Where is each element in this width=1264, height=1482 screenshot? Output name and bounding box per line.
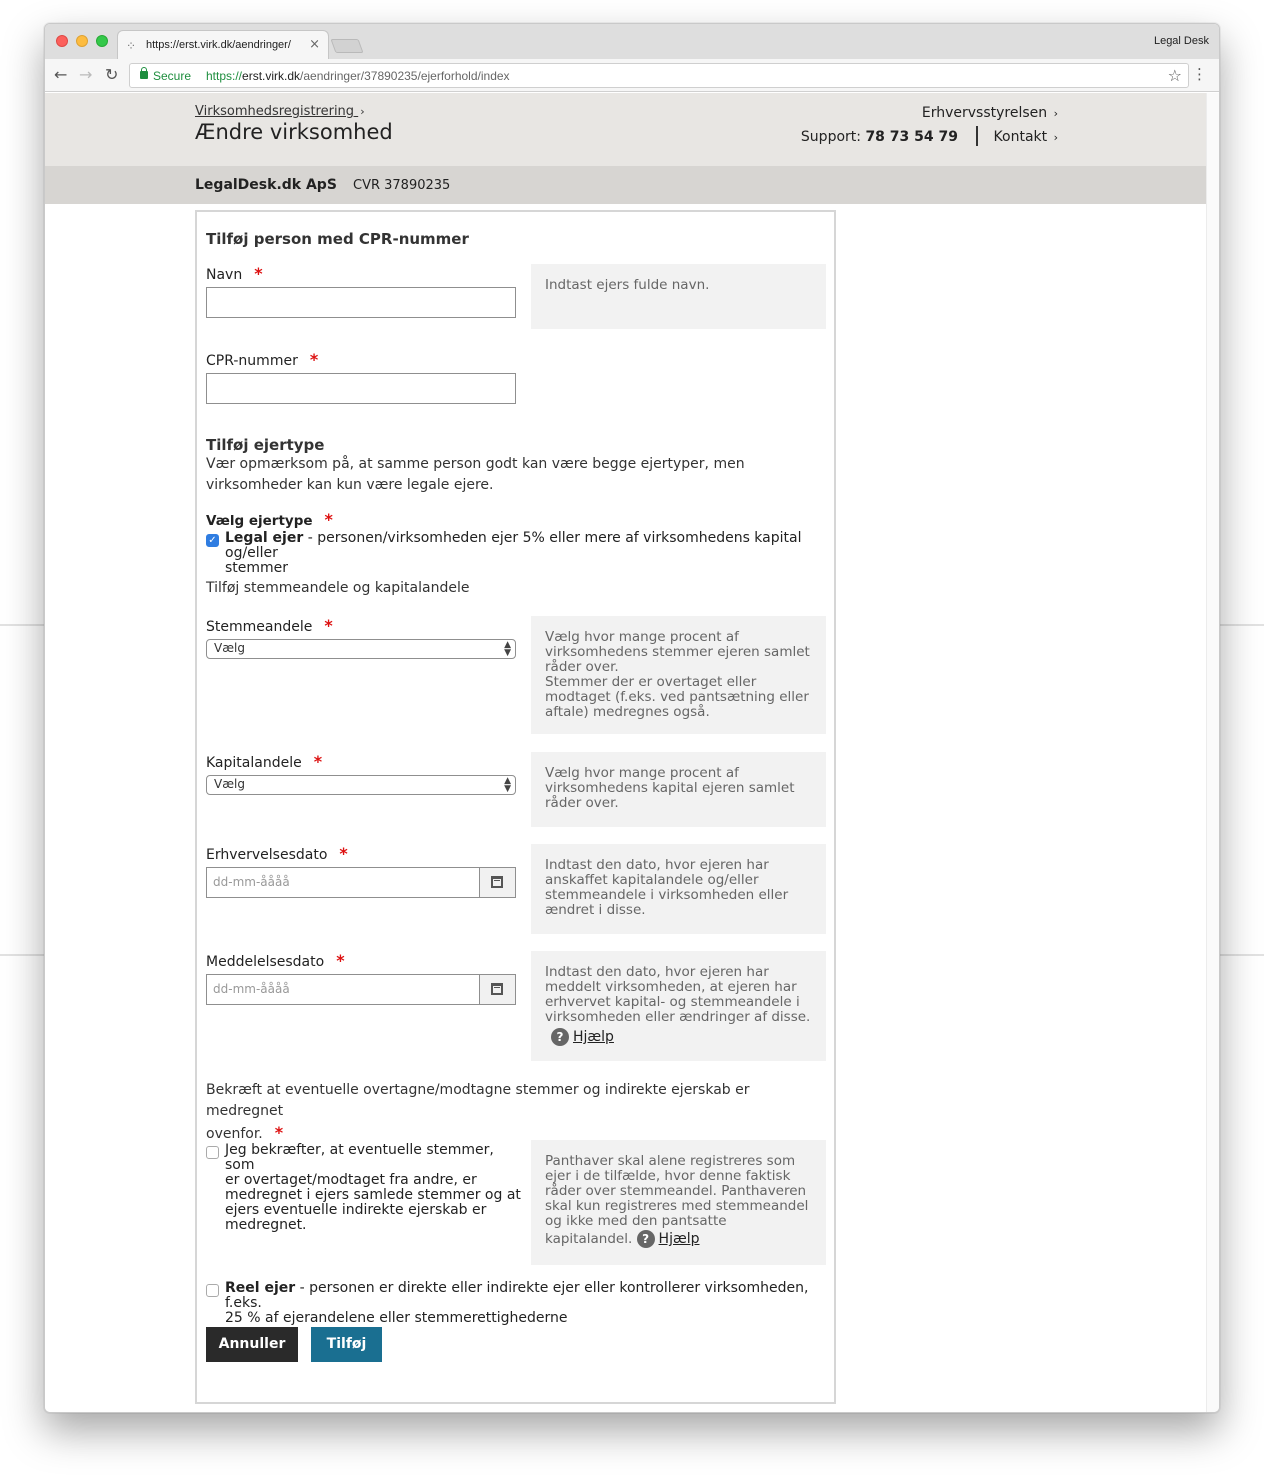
- required-mark: *: [336, 951, 345, 970]
- add-button[interactable]: Tilføj: [311, 1327, 382, 1362]
- bookmark-star-icon[interactable]: ☆: [1167, 66, 1182, 85]
- required-mark: *: [339, 844, 348, 863]
- erhvervelsesdato-help-box: Indtast den dato, hvor ejeren har anskaffet kapitalandele og/eller stemmeandele i virksomheden eller ændret i disse.: [531, 844, 826, 934]
- navn-input[interactable]: [206, 287, 516, 318]
- ejertype-note: Vær opmærksom på, at samme person godt kan være begge ejertyper, men virksomheder kan kun være legale ejere.: [206, 456, 745, 493]
- meddelelsesdato-label: Meddelelsesdato *: [206, 951, 345, 970]
- forward-arrow-icon[interactable]: →: [79, 65, 93, 84]
- site-header: [45, 93, 1208, 166]
- page-title: Ændre virksomhed: [195, 120, 393, 144]
- favicon-icon: ⁘: [126, 39, 137, 53]
- minimize-window-button[interactable]: [76, 35, 88, 47]
- section-title-ejertype: Tilføj ejertype: [206, 436, 325, 454]
- stemmeandele-select[interactable]: [206, 639, 516, 659]
- back-arrow-icon[interactable]: ←: [54, 65, 68, 84]
- tab-title: https://erst.virk.dk/aendringer/: [146, 39, 291, 51]
- header-divider: [976, 126, 978, 146]
- erhvervelsesdato-label: Erhvervelsesdato *: [206, 844, 348, 863]
- lock-icon: [140, 71, 148, 79]
- legal-ejer-checkbox[interactable]: ✓: [206, 534, 219, 547]
- required-mark: *: [324, 510, 333, 529]
- maximize-window-button[interactable]: [96, 35, 108, 47]
- erhvervelsesdato-input[interactable]: dd-mm-åååå: [206, 867, 480, 898]
- url-host: erst.virk.dk: [242, 69, 301, 83]
- chevron-right-icon: ›: [360, 105, 365, 118]
- url-protocol: https://: [206, 69, 243, 83]
- help-circle-icon: ?: [637, 1230, 655, 1248]
- browser-menu-icon[interactable]: ⋮: [1192, 65, 1207, 83]
- cpr-input[interactable]: [206, 373, 516, 404]
- confirm-checkbox-label[interactable]: Jeg bekræfter, at eventuelle stemmer, som er overtaget/modtaget fra andre, er medregnet i ejers samlede stemmer og at ejers eventuelle indirekte ejerskab er medregnet.: [225, 1142, 521, 1233]
- calendar-icon: [491, 983, 503, 995]
- browser-toolbar: [45, 59, 1219, 92]
- panthaver-help-box: Panthaver skal alene registreres som ejer i de tilfælde, hvor denne faktisk råder over stemmeandel. Panthaveren skal kun registreres med stemmeandel og ikke med den pantsatte kapitalandel. ? Hjælp: [531, 1140, 826, 1265]
- meddelelsesdato-calendar-button[interactable]: [480, 974, 516, 1005]
- reload-icon[interactable]: ↻: [105, 65, 119, 84]
- url-text[interactable]: [206, 69, 510, 83]
- kapitalandele-help-box: Vælg hvor mange procent af virksomhedens kapital ejeren samlet råder over.: [531, 752, 826, 827]
- url-path: /aendringer/37890235/ejerforhold/index: [300, 69, 510, 83]
- stemmeandele-label: Stemmeandele *: [206, 616, 333, 635]
- tab-close-icon[interactable]: ×: [309, 37, 320, 52]
- confirm-checkbox[interactable]: [206, 1146, 219, 1159]
- kapitalandele-select[interactable]: [206, 775, 516, 795]
- legal-ejer-label[interactable]: Legal ejer - personen/virksomheden ejer 5% eller mere af virksomhedens kapital og/eller stemmer: [225, 530, 802, 576]
- page-content: [45, 93, 1208, 1413]
- chevron-right-icon: ›: [1053, 107, 1058, 120]
- company-name: LegalDesk.dk ApS: [195, 177, 337, 193]
- kapitalandele-label: Kapitalandele *: [206, 752, 323, 771]
- support-info: Support: 78 73 54 79: [800, 129, 958, 145]
- stemme-section-title: Tilføj stemmeandele og kapitalandele: [206, 580, 470, 596]
- section-title-person: Tilføj person med CPR-nummer: [206, 230, 469, 248]
- chevron-right-icon: ›: [1053, 131, 1058, 144]
- help-circle-icon: ?: [551, 1028, 569, 1046]
- required-mark: *: [274, 1123, 284, 1142]
- address-bar[interactable]: [129, 63, 1189, 88]
- required-mark: *: [313, 752, 323, 771]
- company-bar: [45, 166, 1208, 204]
- new-tab-button[interactable]: [330, 39, 363, 53]
- navn-label: Navn *: [206, 264, 263, 283]
- vaelg-ejertype-label: Vælg ejertype *: [206, 510, 333, 529]
- erhvervsstyrelsen-link[interactable]: Erhvervsstyrelsen ›: [921, 105, 1058, 121]
- close-window-button[interactable]: [56, 35, 68, 47]
- required-mark: *: [254, 264, 263, 283]
- secure-label: Secure: [153, 69, 192, 83]
- navn-help-box: Indtast ejers fulde navn.: [531, 264, 826, 329]
- title-bar: [45, 24, 1219, 59]
- stemmeandele-selected: Vælg: [214, 641, 245, 655]
- profile-name[interactable]: Legal Desk: [1153, 35, 1209, 47]
- select-arrows-icon: ▲ ▼: [504, 640, 511, 658]
- confirm-instruction: Bekræft at eventuelle overtagne/modtagne stemmer og indirekte ejerskab er medregnet ovenfor. *: [206, 1082, 750, 1142]
- support-phone[interactable]: 78 73 54 79: [865, 129, 958, 145]
- calendar-icon: [491, 876, 503, 888]
- kapitalandele-selected: Vælg: [214, 777, 245, 791]
- erhvervelsesdato-calendar-button[interactable]: [480, 867, 516, 898]
- cpr-label: CPR-nummer *: [206, 350, 319, 369]
- cancel-button[interactable]: Annuller: [206, 1327, 298, 1362]
- browser-window: [44, 23, 1220, 1413]
- help-link[interactable]: Hjælp: [658, 1231, 700, 1247]
- stemmeandele-help-box: Vælg hvor mange procent af virksomhedens stemmer ejeren samlet råder over. Stemmer der er overtaget eller modtaget (f.eks. ved pantsætning eller aftale) medregnes også.: [531, 616, 826, 734]
- select-arrows-icon: ▲ ▼: [504, 776, 511, 794]
- owner-form: [195, 210, 836, 1404]
- scrollbar[interactable]: [1206, 93, 1219, 1413]
- meddelelsesdato-help-box: Indtast den dato, hvor ejeren har meddelt virksomheden, at ejeren har erhvervet kapital- og stemmeandele i virksomheden eller ændringer af disse. ? Hjælp: [531, 951, 826, 1061]
- kontakt-link[interactable]: Kontakt ›: [993, 129, 1058, 145]
- help-link[interactable]: Hjælp: [573, 1029, 614, 1045]
- reel-ejer-checkbox[interactable]: [206, 1284, 219, 1297]
- required-mark: *: [309, 350, 319, 369]
- required-mark: *: [324, 616, 333, 635]
- meddelelsesdato-input[interactable]: dd-mm-åååå: [206, 974, 480, 1005]
- browser-tab[interactable]: [117, 30, 329, 59]
- reel-ejer-label[interactable]: Reel ejer - personen er direkte eller indirekte ejer eller kontrollerer virksomheden, f.eks. 25 % af ejerandelene eller stemmerettighederne: [225, 1280, 809, 1326]
- breadcrumb[interactable]: Virksomhedsregistrering ›: [195, 104, 365, 119]
- company-cvr: CVR 37890235: [353, 178, 451, 193]
